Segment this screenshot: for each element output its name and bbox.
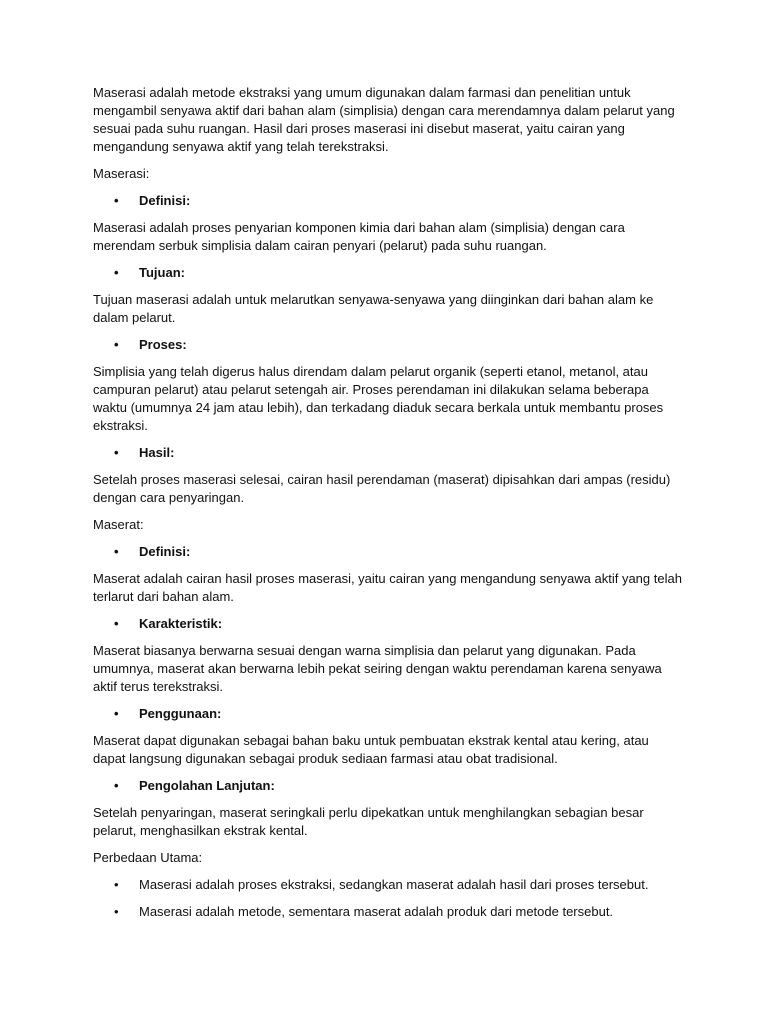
maserat-penggunaan-text: Maserat dapat digunakan sebagai bahan baku untuk pembuatan ekstrak kental atau kering, atau dapat langsung digunakan sebagai produk sediaan farmasi atau obat tradisional.	[93, 733, 649, 766]
maserat-definisi-text: Maserat adalah cairan hasil proses maserasi, yaitu cairan yang mengandung senyawa aktif yang telah terlarut dari bahan alam.	[93, 571, 682, 604]
maserasi-hasil-label: • Hasil:	[93, 444, 683, 462]
maserat-definisi-label: • Definisi:	[93, 543, 683, 561]
maserasi-definisi-text: Maserasi adalah proses penyarian komponen kimia dari bahan alam (simplisia) dengan cara merendam serbuk simplisia dalam cairan penyari (pelarut) pada suhu ruangan.	[93, 220, 625, 253]
maserasi-tujuan-text: Tujuan maserasi adalah untuk melarutkan senyawa-senyawa yang diinginkan dari bahan alam ke dalam pelarut.	[93, 292, 654, 325]
perbedaan-item: • Maserasi adalah metode, sementara maserat adalah produk dari metode tersebut.	[93, 903, 683, 921]
section-heading-perbedaan: Perbedaan Utama:	[93, 850, 203, 865]
maserasi-proses-label: • Proses:	[93, 336, 683, 354]
perbedaan-item: • Maserasi adalah proses ekstraksi, sedangkan maserat adalah hasil dari proses tersebut.	[93, 876, 683, 894]
maserasi-hasil-text: Setelah proses maserasi selesai, cairan hasil perendaman (maserat) dipisahkan dari ampas (residu) dengan cara penyaringan.	[93, 472, 671, 505]
maserat-pengolahan-text: Setelah penyaringan, maserat seringkali perlu dipekatkan untuk menghilangkan sebagian besar pelarut, menghasilkan ekstrak kental.	[93, 805, 644, 838]
maserasi-definisi-label: • Definisi:	[93, 192, 683, 210]
section-heading-maserasi: Maserasi:	[93, 166, 150, 181]
maserat-karakteristik-label: • Karakteristik:	[93, 615, 683, 633]
maserasi-proses-text: Simplisia yang telah digerus halus direndam dalam pelarut organik (seperti etanol, metanol, atau campuran pelarut) atau pelarut setengah air. Proses perendaman ini dilakukan selama beberapa waktu (umumnya 24 jam atau lebih), dan terkadang diaduk secara berkala untuk membantu proses ekstraksi.	[93, 364, 664, 433]
maserat-penggunaan-label: • Penggunaan:	[93, 705, 683, 723]
maserat-pengolahan-label: • Pengolahan Lanjutan:	[93, 777, 683, 795]
maserat-karakteristik-text: Maserat biasanya berwarna sesuai dengan warna simplisia dan pelarut yang digunakan. Pada umumnya, maserat akan berwarna lebih pekat seiring dengan waktu perendaman karena senyawa aktif terus terekstraksi.	[93, 643, 662, 694]
maserasi-tujuan-label: • Tujuan:	[93, 264, 683, 282]
intro-paragraph: Maserasi adalah metode ekstraksi yang umum digunakan dalam farmasi dan penelitian untuk mengambil senyawa aktif dari bahan alam (simplisia) dengan cara merendamnya dalam pelarut yang sesuai pada suhu ruangan. Hasil dari proses maserasi ini disebut maserat, yaitu cairan yang mengandung senyawa aktif yang telah terekstraksi.	[93, 85, 675, 154]
section-heading-maserat: Maserat:	[93, 517, 144, 532]
document-page	[93, 84, 683, 930]
